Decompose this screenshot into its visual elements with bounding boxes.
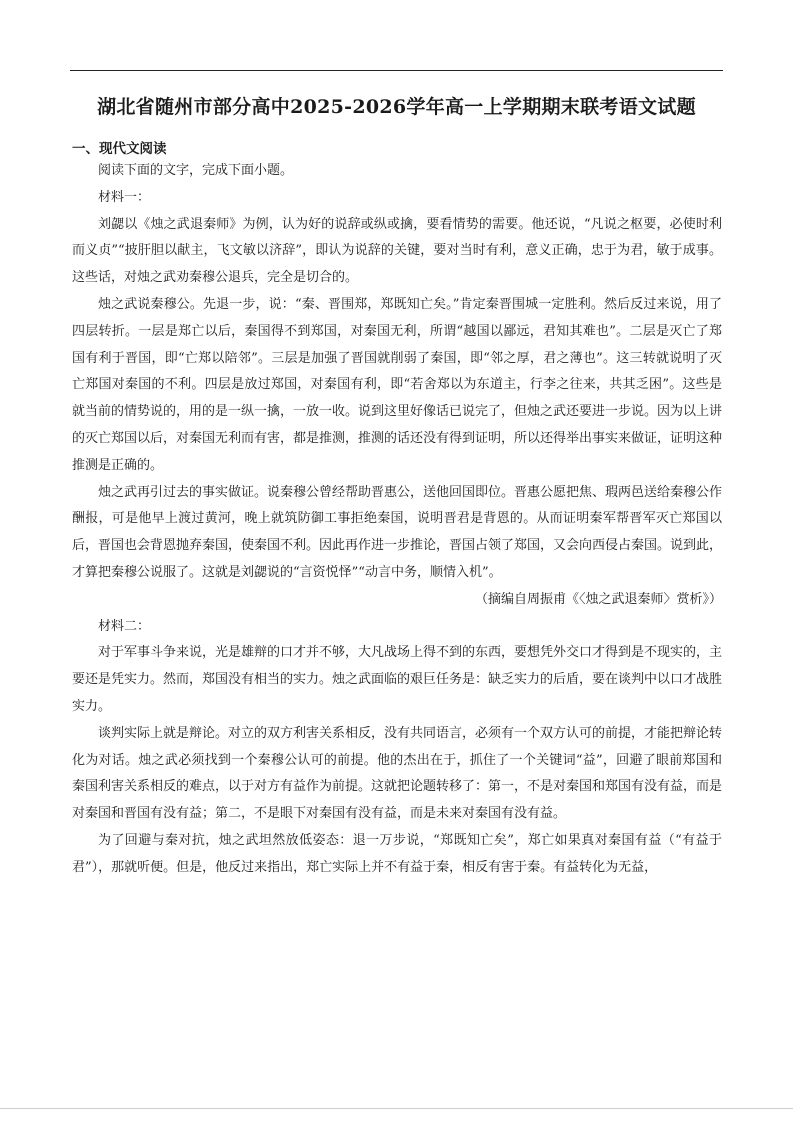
document-body bbox=[72, 158, 722, 882]
paragraph: 烛之武再引过去的事实做证。说秦穆公曾经帮助晋惠公，送他回国即位。晋惠公愿把焦、瑕两邑送给秦穆公作酬报，可是他早上渡过黄河，晚上就筑防御工事拒绝秦国，说明晋君是背恩的。从而证明秦军帮晋军灭亡郑国以后，晋国也会背恩抛弃秦国，使秦国不利。因此再作进一步推论，晋国占领了郑国，又会向西侵占秦国。说到此，才算把秦穆公说服了。这就是刘勰说的“言资悦怿”“动言中务，顺情入机”。 bbox=[72, 484, 723, 580]
paragraph: 烛之武说秦穆公。先退一步，说：“秦、晋围郑，郑既知亡矣。”肯定秦晋围城一定胜利。然后反过来说，用了四层转折。一层是郑亡以后，秦国得不到郑国，对秦国无利，所谓“越国以鄙远，君知其难也”。二层是灭亡了郑国有利于晋国，即“亡郑以陪邻”。三层是加强了晋国就削弱了秦国，即“邻之厚，君之薄也”。这三转就说明了灭亡郑国对秦国的不利。四层是放过郑国，对秦国有利，即“若舍郑以为东道主，行李之往来，共其乏困”。这些是就当前的情势说的，用的是一纵一擒，一放一收。说到这里好像话已说完了，但烛之武还要进一步说。因为以上讲的灭亡郑国以后，对秦国无利而有害，都是推测，推测的话还没有得到证明，所以还得举出事实来做证，证明这种推测是正确的。 bbox=[72, 296, 723, 473]
document-title: 湖北省随州市部分高中2025-2026学年高一上学期期末联考语文试题 bbox=[97, 96, 696, 118]
instruction-text: 阅读下面的文字，完成下面小题。 bbox=[98, 163, 294, 178]
footer-rule bbox=[0, 1108, 793, 1109]
paragraph: 谈判实际上就是辩论。对立的双方利害关系相反，没有共同语言，必须有一个双方认可的前提，才能把辩论转化为对话。烛之武必须找到一个秦穆公认可的前提。他的杰出在于，抓住了一个关键词“益”，回避了眼前郑国和秦国利害关系相反的难点，以于对方有益作为前提。这就把论题转移了：第一，不是对秦国和郑国有没有益，而是对秦国和晋国有没有益；第二，不是眼下对秦国有没有益，而是未来对秦国有没有益。 bbox=[72, 725, 723, 822]
paragraph: 对于军事斗争来说，光是雄辩的口才并不够，大凡战场上得不到的东西，要想凭外交口才得到是不现实的，主要还是凭实力。然而，郑国没有相当的实力。烛之武面临的艰巨任务是：缺乏实力的后盾，要在谈判中以口才战胜实力。 bbox=[72, 645, 723, 714]
header-rule bbox=[70, 70, 723, 71]
material-one-label: 材料一： bbox=[98, 189, 151, 205]
material-two-label: 材料二： bbox=[98, 618, 151, 634]
paragraph: 刘勰以《烛之武退秦师》为例，认为好的说辞或纵或擒，要看情势的需要。他还说，“凡说之枢要，必使时利而义贞”“披肝胆以献主，飞文敏以济辞”，即认为说辞的关键，要对当时有利，意义正确，忠于为君，敏于成事。这些话，对烛之武劝秦穆公退兵，完全是切合的。 bbox=[72, 216, 722, 286]
material-one-source: （摘编自周振甫《〈烛之武退秦师〉赏析》） bbox=[474, 591, 722, 607]
section-heading: 一、现代文阅读 bbox=[72, 141, 167, 157]
paragraph: 为了回避与秦对抗，烛之武坦然放低姿态：退一万步说，“郑既知亡矣”，郑亡如果真对秦国有益（“有益于君”），那就听便。但是，他反过来指出，郑亡实际上并不有益于秦，相反有害于秦。有益转化为无益， bbox=[72, 832, 722, 875]
